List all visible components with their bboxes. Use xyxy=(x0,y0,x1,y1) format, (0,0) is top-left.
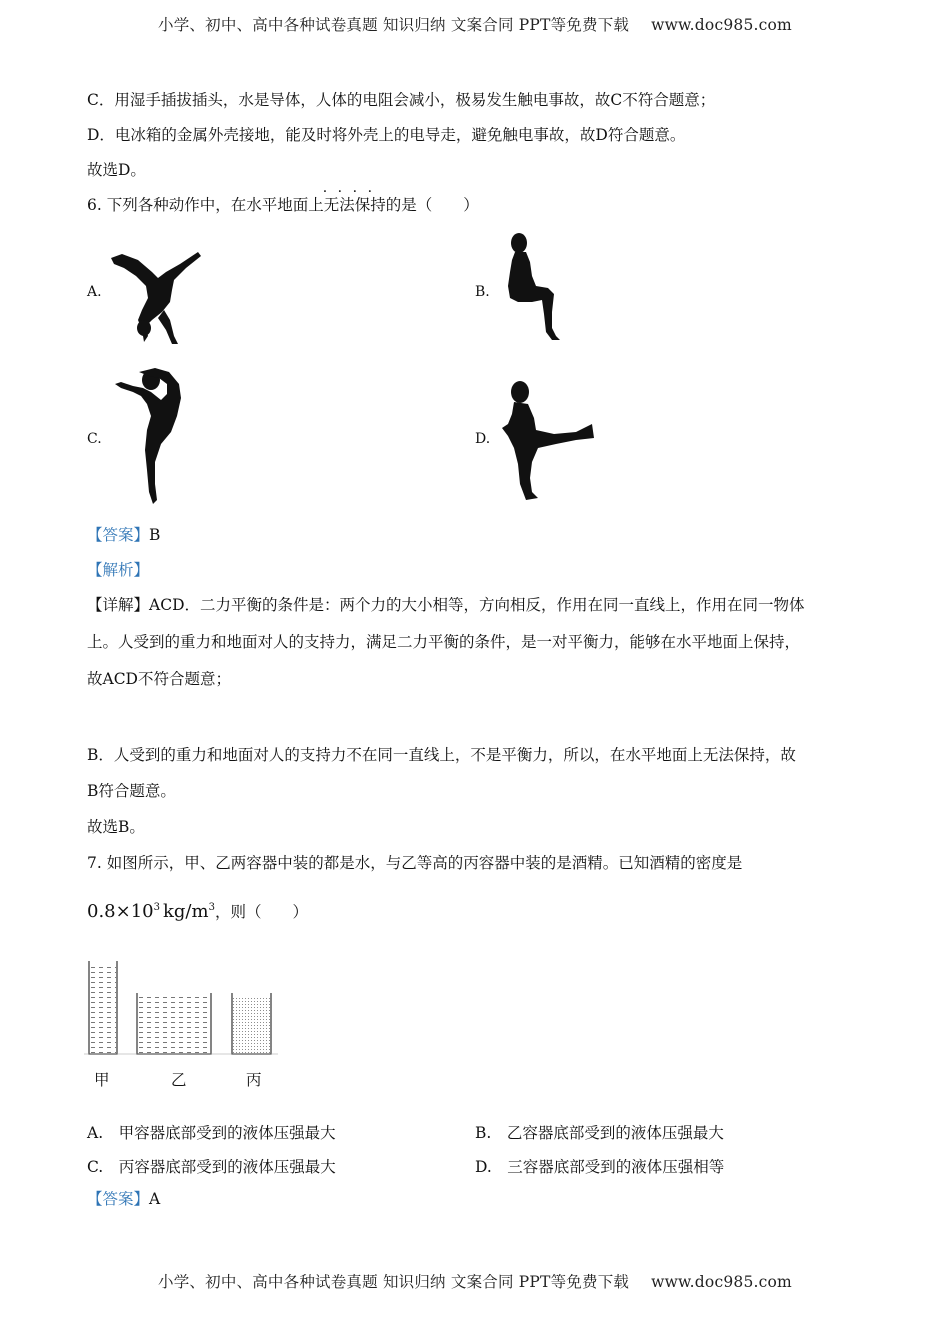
detail-tag: 【详解】 xyxy=(87,596,150,614)
q6-detail-line-5: B符合题意。 xyxy=(87,782,176,800)
q6-detail-line-4: B．人受到的重力和地面对人的支持力不在同一直线上，不是平衡力，所以，在水平地面上无法保持，故 xyxy=(87,746,796,764)
option-a-label: A. xyxy=(87,284,102,300)
label-yi: 乙 xyxy=(171,1071,187,1089)
container-bing xyxy=(232,993,271,1054)
page-header xyxy=(0,13,950,35)
formula-base: 0.8×10 xyxy=(87,901,154,922)
container-jia xyxy=(89,961,117,1054)
label-jia: 甲 xyxy=(94,1071,110,1089)
option-d-explanation: D．电冰箱的金属外壳接地，能及时将外壳上的电导走，避免触电事故，故D符合题意。 xyxy=(87,126,686,144)
question-6-stem xyxy=(87,184,479,215)
option-c-label: C. xyxy=(87,431,102,447)
q6-answer xyxy=(87,525,160,545)
emphasis-label: 无法保持 xyxy=(323,196,386,214)
label-bing: 丙 xyxy=(246,1071,262,1089)
formula-unit: kg/m xyxy=(163,901,209,922)
header-text: 小学、初中、高中各种试卷真题 知识归纳 文案合同 PPT等免费下载 xyxy=(158,16,630,34)
page-footer xyxy=(0,1270,950,1292)
answer-tag: 【答案】 xyxy=(87,526,150,544)
emphasis-text xyxy=(322,184,386,214)
choice-a: A. 甲容器底部受到的液体压强最大 xyxy=(87,1124,336,1142)
containers-diagram xyxy=(82,955,282,1061)
breakdance-silhouette-icon xyxy=(108,250,203,346)
q6-detail-line-1 xyxy=(87,595,805,615)
q7-answer xyxy=(87,1189,160,1209)
q6-detail-line-3: 故ACD不符合题意； xyxy=(87,670,231,688)
density-formula xyxy=(87,900,308,922)
footer-site[interactable]: www.doc985.com xyxy=(651,1273,792,1291)
q6-select: 故选B。 xyxy=(87,818,145,836)
q6-detail-line-2: 上。人受到的重力和地面对人的支持力，满足二力平衡的条件，是一对平衡力，能够在水平地面上保持， xyxy=(87,633,801,651)
container-yi xyxy=(137,993,211,1054)
sitting-silhouette-icon xyxy=(502,232,564,344)
kicking-silhouette-icon xyxy=(498,378,596,502)
footer-text: 小学、初中、高中各种试卷真题 知识归纳 文案合同 PPT等免费下载 xyxy=(158,1273,630,1291)
option-d-label: D. xyxy=(475,431,491,447)
choice-d: D. 三容器底部受到的液体压强相等 xyxy=(475,1158,725,1176)
formula-tail: ，则（ ） xyxy=(214,903,308,921)
q7-answer-tag: 【答案】 xyxy=(87,1190,150,1208)
question-6-suffix: 的是（ ） xyxy=(385,196,479,214)
yoga-pose-silhouette-icon xyxy=(111,366,186,506)
choice-c: C. 丙容器底部受到的液体压强最大 xyxy=(87,1158,336,1176)
question-6-prefix: 6. 下列各种动作中，在水平地面上 xyxy=(87,196,324,214)
option-c-explanation: C．用湿手插拔插头，水是导体，人体的电阻会减小，极易发生触电事故，故C不符合题意； xyxy=(87,91,716,109)
formula-exp: 3 xyxy=(153,902,160,913)
choice-b: B. 乙容器底部受到的液体压强最大 xyxy=(475,1124,724,1142)
emphasis-dots: ···· xyxy=(322,184,383,200)
select-d: 故选D。 xyxy=(87,161,146,179)
q7-answer-value: A xyxy=(149,1190,161,1208)
header-site[interactable]: www.doc985.com xyxy=(651,16,792,34)
q6-analysis-tag: 【解析】 xyxy=(87,561,150,579)
formula-unit-exp: 3 xyxy=(208,902,215,913)
detail-text-1: ACD．二力平衡的条件是：两个力的大小相等，方向相反，作用在同一直线上，作用在同一物体 xyxy=(149,596,805,614)
question-7-stem: 7. 如图所示，甲、乙两容器中装的都是水，与乙等高的丙容器中装的是酒精。已知酒精的密度是 xyxy=(87,854,743,872)
option-b-label: B. xyxy=(475,284,490,300)
answer-value: B xyxy=(149,526,161,544)
